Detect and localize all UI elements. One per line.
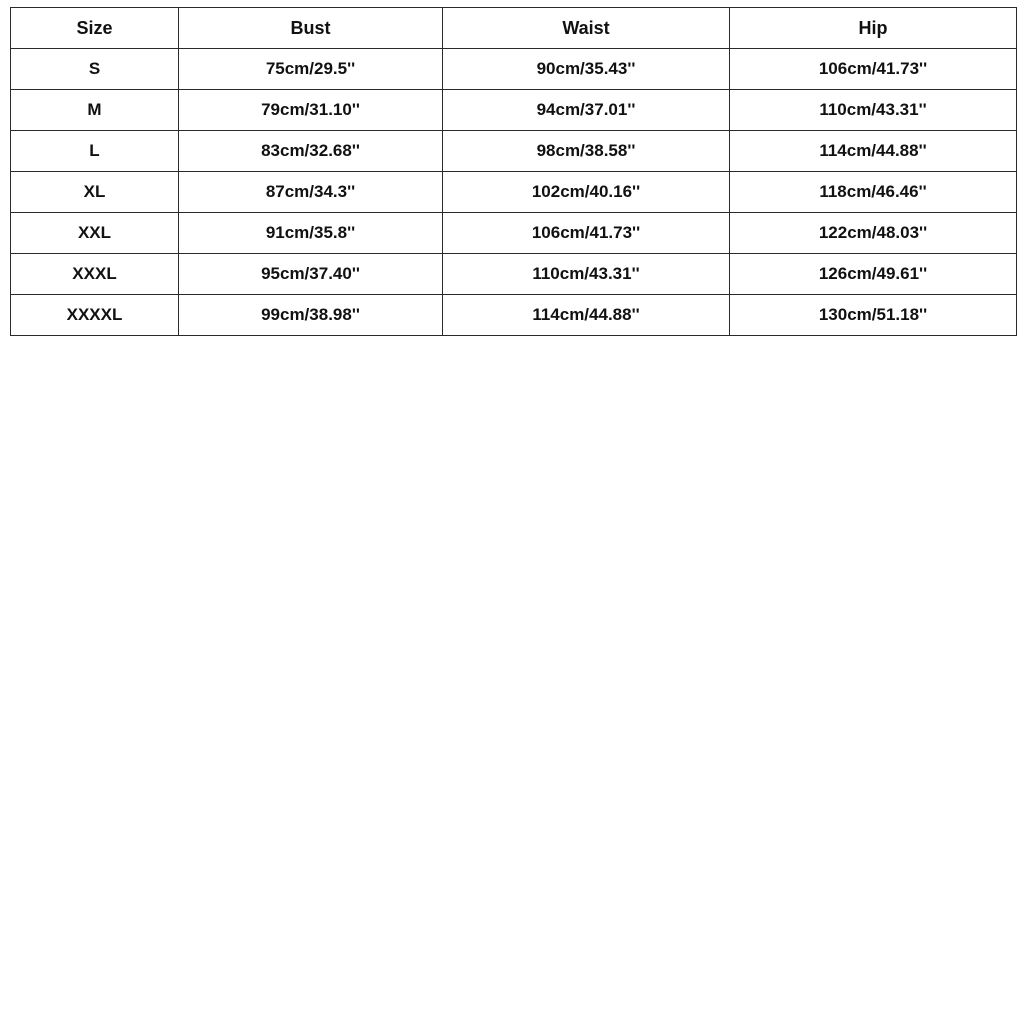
hip-cell: 110cm/43.31'' — [730, 90, 1017, 131]
size-cell: L — [11, 131, 179, 172]
table-row — [11, 131, 1017, 172]
hip-cell: 118cm/46.46'' — [730, 172, 1017, 213]
header-waist: Waist — [443, 8, 730, 49]
waist-cell: 94cm/37.01'' — [443, 90, 730, 131]
bust-cell: 91cm/35.8'' — [179, 213, 443, 254]
waist-cell: 114cm/44.88'' — [443, 295, 730, 336]
hip-cell: 106cm/41.73'' — [730, 49, 1017, 90]
bust-cell: 75cm/29.5'' — [179, 49, 443, 90]
size-cell: M — [11, 90, 179, 131]
size-cell: XXXXL — [11, 295, 179, 336]
bust-cell: 87cm/34.3'' — [179, 172, 443, 213]
table-row — [11, 90, 1017, 131]
bust-cell: 95cm/37.40'' — [179, 254, 443, 295]
size-cell: S — [11, 49, 179, 90]
header-row — [11, 8, 1017, 49]
size-cell: XXL — [11, 213, 179, 254]
size-cell: XL — [11, 172, 179, 213]
bust-cell: 99cm/38.98'' — [179, 295, 443, 336]
table-row — [11, 172, 1017, 213]
hip-cell: 114cm/44.88'' — [730, 131, 1017, 172]
table-row — [11, 213, 1017, 254]
header-size: Size — [11, 8, 179, 49]
waist-cell: 98cm/38.58'' — [443, 131, 730, 172]
bust-cell: 79cm/31.10'' — [179, 90, 443, 131]
waist-cell: 106cm/41.73'' — [443, 213, 730, 254]
waist-cell: 102cm/40.16'' — [443, 172, 730, 213]
table-row — [11, 295, 1017, 336]
waist-cell: 90cm/35.43'' — [443, 49, 730, 90]
header-hip: Hip — [730, 8, 1017, 49]
table-row — [11, 49, 1017, 90]
size-cell: XXXL — [11, 254, 179, 295]
waist-cell: 110cm/43.31'' — [443, 254, 730, 295]
size-chart-table — [10, 7, 1017, 336]
table-row — [11, 254, 1017, 295]
hip-cell: 122cm/48.03'' — [730, 213, 1017, 254]
hip-cell: 126cm/49.61'' — [730, 254, 1017, 295]
hip-cell: 130cm/51.18'' — [730, 295, 1017, 336]
header-bust: Bust — [179, 8, 443, 49]
bust-cell: 83cm/32.68'' — [179, 131, 443, 172]
